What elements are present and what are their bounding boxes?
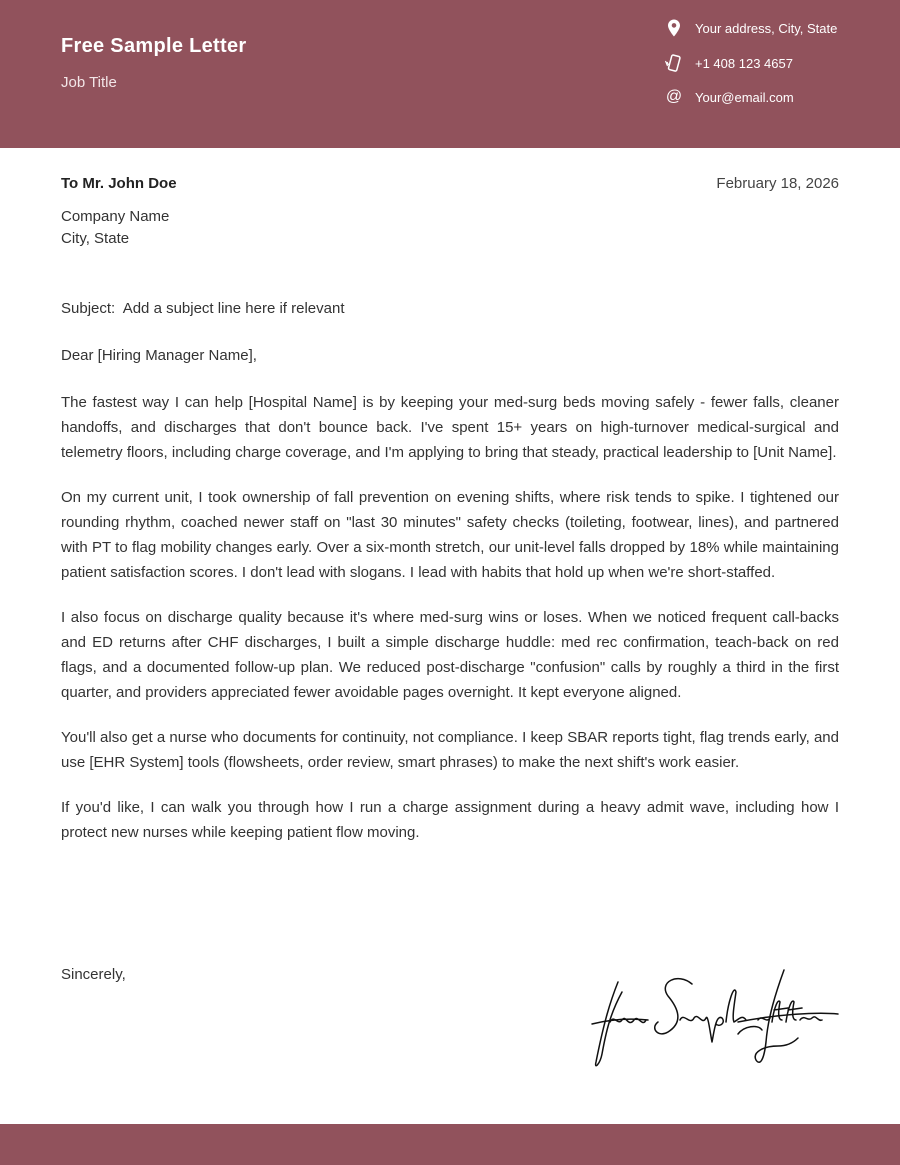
contact-email (664, 87, 794, 107)
closing: Sincerely, (61, 966, 126, 983)
sender-job-title: Job Title (61, 74, 117, 91)
contact-phone (664, 53, 793, 73)
recipient-address (61, 206, 169, 250)
address-text: Your address, City, State (695, 20, 838, 36)
letter-body (61, 390, 839, 865)
body-paragraph: On my current unit, I took ownership of fall prevention on evening shifts, where risk tends to spike. I tightened our rounding rhythm, coached newer staff on "last 30 minutes" safety checks (toileting, footwear, lines), and partnered with PT to flag mobility changes early. Over a six-month stretch, our unit-level falls dropped by 18% while maintaining patient satisfaction scores. I don't lead with slogans. I lead with habits that hold up when we're short-staffed. (61, 489, 839, 581)
subject-line: Subject: Add a subject line here if relevant (61, 300, 345, 317)
handwritten-signature (588, 962, 843, 1072)
body-paragraph: The fastest way I can help [Hospital Name] is by keeping your med-surg beds moving safely - fewer falls, cleaner handoffs, and discharges that don't bounce back. I've spent 15+ years on high-turnover medical-surgical and telemetry floors, including charge coverage, and I'm applying to bring that steady, practical leadership to [Unit Name]. (61, 394, 839, 461)
body-paragraph: I also focus on discharge quality because it's where med-surg wins or loses. When we noticed frequent call-backs and ED returns after CHF discharges, I built a simple discharge huddle: med rec confirmation, teach-back on red flags, and a documented follow-up plan. We reduced post-discharge "confusion" calls by roughly a third in the first quarter, and providers appreciated fewer avoidable pages overnight. It kept everyone aligned. (61, 609, 839, 701)
contact-address (664, 18, 837, 38)
letter-header (0, 0, 900, 148)
body-paragraph: You'll also get a nurse who documents for continuity, not compliance. I keep SBAR reports tight, flag trends early, and use [EHR System] tools (flowsheets, order review, smart phrases) to make the next shift's work easier. (61, 729, 839, 771)
recipient-company: Company Name (61, 208, 170, 225)
sender-name: Free Sample Letter (61, 35, 247, 57)
letter-date: February 18, 2026 (716, 175, 839, 192)
salutation: Dear [Hiring Manager Name], (61, 347, 257, 364)
recipient-city-state: City, State (61, 230, 130, 247)
email-text: Your@email.com (695, 89, 794, 105)
phone-text: +1 408 123 4657 (695, 55, 793, 71)
recipient-name: To Mr. John Doe (61, 175, 177, 192)
at-sign-icon: @ (665, 88, 683, 105)
phone-icon (664, 53, 684, 73)
location-pin-icon (664, 18, 684, 38)
body-paragraph: If you'd like, I can walk you through how I run a charge assignment during a heavy admit wave, including how I protect new nurses while keeping patient flow moving. (61, 799, 839, 841)
letter-footer (0, 1124, 900, 1165)
